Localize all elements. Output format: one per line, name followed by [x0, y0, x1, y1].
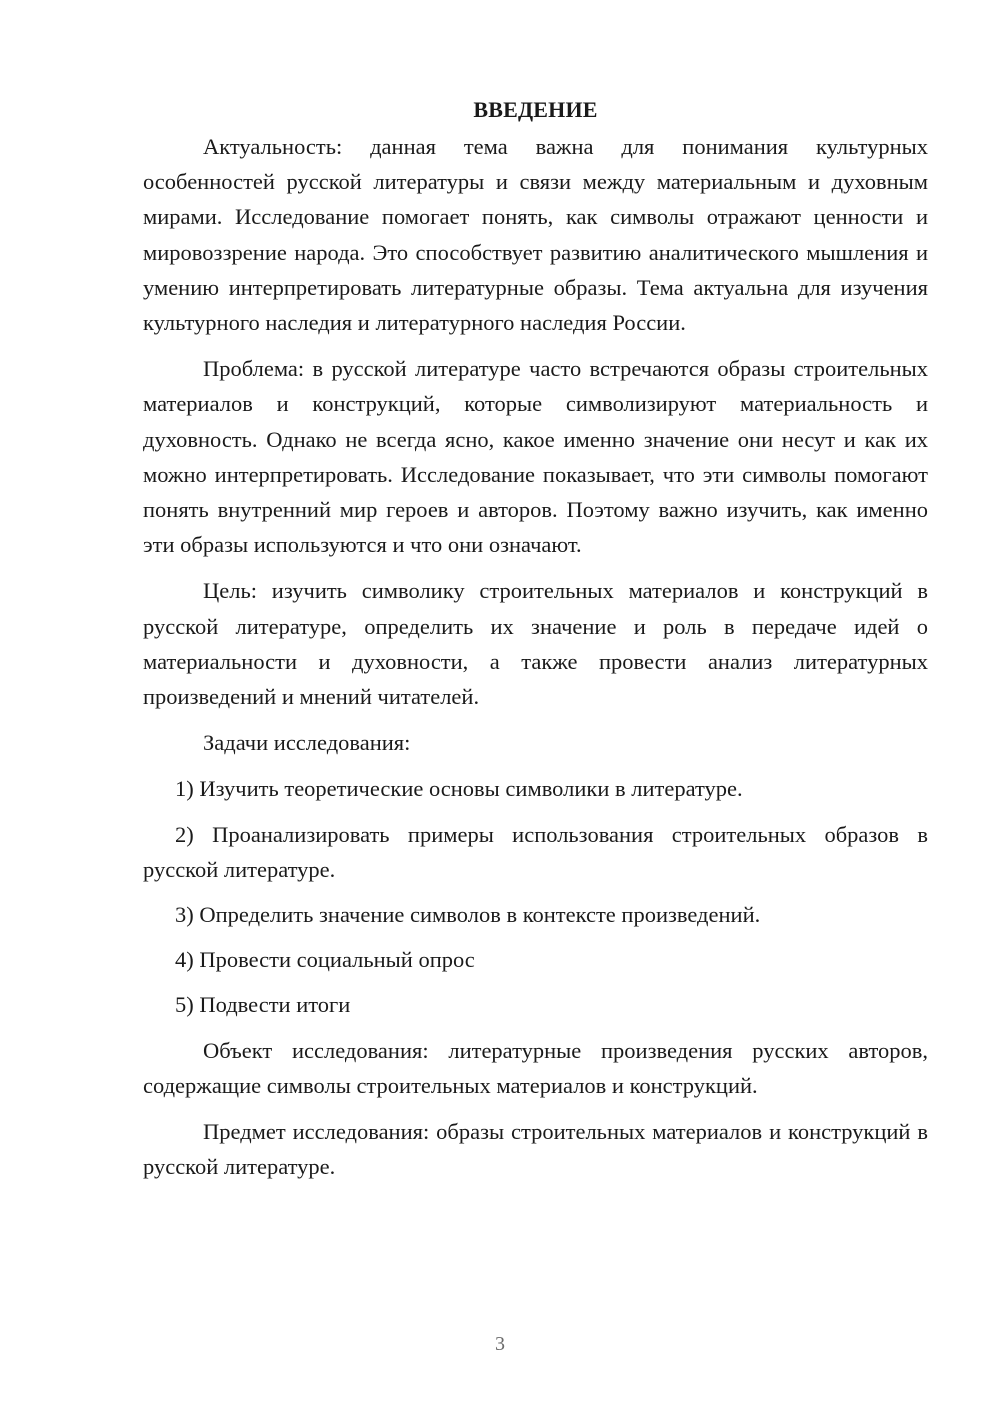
paragraph-subject: Предмет исследования: образы строительных материалов и конструкций в русской литературе. [143, 1119, 928, 1180]
paragraph-object: Объект исследования: литературные произведения русских авторов, содержащие символы строительных материалов и конструкций. [143, 1037, 928, 1098]
paragraph-tasks-intro: Задачи исследования: [203, 730, 411, 756]
task-item-2: 2) Проанализировать примеры использования строительных образов в русской литературе. [143, 821, 928, 882]
document-page [143, 92, 928, 1195]
task-item-4: 4) Провести социальный опрос [175, 947, 475, 973]
section-heading: ВВЕДЕНИЕ [473, 97, 598, 122]
paragraph-problem: Проблема: в русской литературе часто встречаются образы строительных материалов и конструкций, которые символизируют материальность и духовность. Однако не всегда ясно, какое именно значение они несут и как их можно интерпретировать. Исследование показывает, что эти символы помогают понять внутренний мир героев и авторов. Поэтому важно изучить, как именно эти образы используются и что они означают. [143, 356, 928, 558]
page-number: 3 [495, 1333, 505, 1355]
paragraph-goal: Цель: изучить символику строительных материалов и конструкций в русской литературе, определить их значение и роль в передаче идей о материальности и духовности, а также провести анализ литературных произведений и мнений читателей. [143, 578, 928, 710]
paragraph-relevance: Актуальность: данная тема важна для понимания культурных особенностей русской литературы и связи между материальным и духовным мирами. Исследование помогает понять, как символы отражают ценности и мировоззрение народа. Это способствует развитию аналитического мышления и умению интерпретировать литературные образы. Тема актуальна для изучения культурного наследия и литературного наследия России. [143, 134, 928, 336]
task-item-5: 5) Подвести итоги [175, 992, 351, 1018]
task-item-1: 1) Изучить теоретические основы символики в литературе. [175, 776, 743, 802]
task-item-3: 3) Определить значение символов в контексте произведений. [175, 902, 761, 928]
